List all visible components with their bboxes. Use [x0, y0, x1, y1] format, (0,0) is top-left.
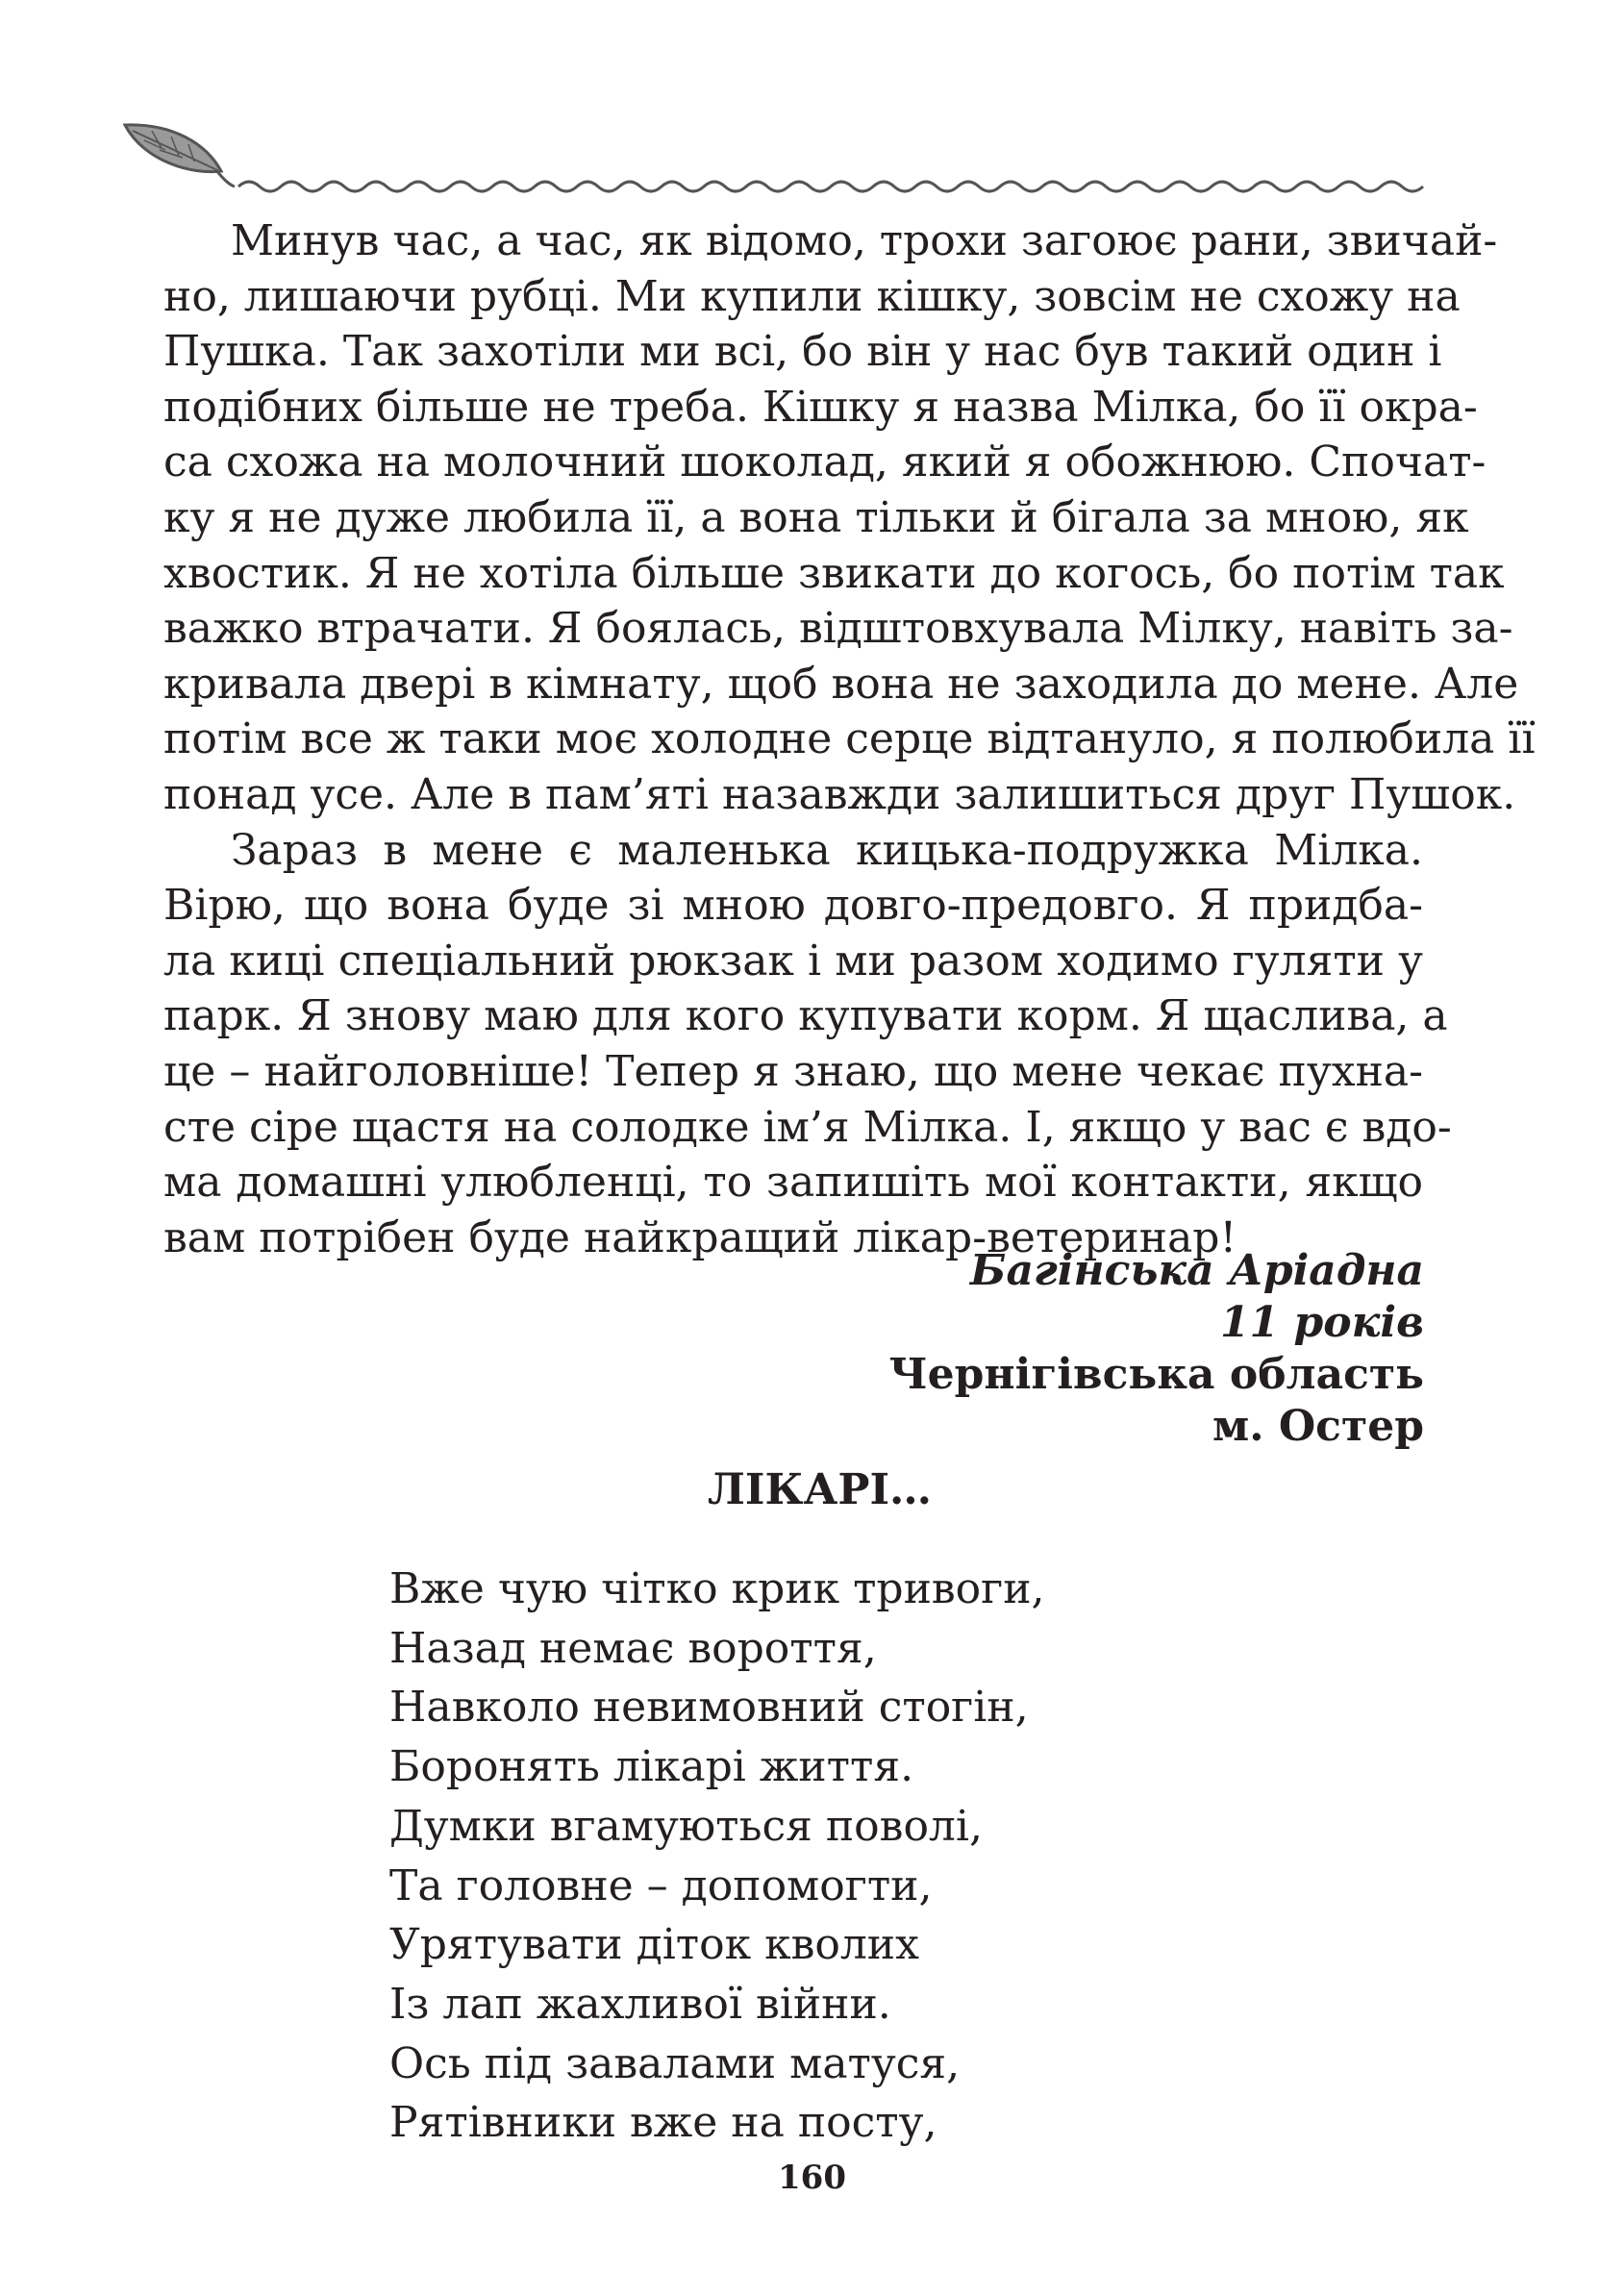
poem-line: Навколо невимовний стогін, [389, 1683, 1029, 1733]
author-region: Чернігівська область [888, 1350, 1424, 1399]
author-age: 11 років [1219, 1298, 1424, 1347]
story-line: хвостик. Я не хотіла більше звикати до когось, бо потім так [163, 548, 1505, 598]
story-line: парк. Я знову маю для кого купувати корм. Я щаслива, а [163, 991, 1448, 1041]
poem [389, 1560, 1045, 2153]
story-line: Зараз в мене є маленька кицька-подружка Мілка. [231, 825, 1423, 875]
story-line: кривала двері в кімнату, щоб вона не заходила до мене. Але [163, 659, 1519, 709]
story-line: сте сіре щастя на солодке ім’я Мілка. І, якщо у вас є вдо- [163, 1102, 1452, 1152]
story-line: ла киці спеціальний рюкзак і ми разом ходимо гуляти у [163, 936, 1423, 986]
poem-line: Вже чую чітко крик тривоги, [389, 1564, 1045, 1613]
story-line: ку я не дуже любила її, а вона тільки й бігала за мною, як [163, 492, 1469, 542]
story-line: вам потрібен буде найкращий лікар-ветеринар! [163, 1212, 1237, 1262]
wave-divider [238, 182, 1423, 191]
author-name: Багінська Аріадна [969, 1246, 1424, 1295]
story-line: це – найголовніше! Тепер я знаю, що мене чекає пухна- [163, 1046, 1423, 1096]
poem-line: Рятівники вже на посту, [389, 2098, 937, 2148]
poem-line: Боронять лікарі життя. [389, 1742, 914, 1792]
poem-line: Із лап жахливої війни. [389, 1979, 891, 2029]
author-signature [559, 1245, 1424, 1453]
story-text [163, 213, 1536, 1265]
author-city: м. Остер [1212, 1402, 1424, 1451]
story-line: но, лишаючи рубці. Ми купили кішку, зовсім не схожу на [163, 271, 1461, 321]
story-line: потім все ж таки моє холодне серце відтануло, я полюбила її [163, 714, 1536, 764]
page-number: 160 [778, 2159, 846, 2197]
story-line: Вірю, що вона буде зі мною довго-предовго. Я придба- [163, 881, 1423, 931]
story-line: са схожа на молочний шоколад, який я обожнюю. Спочат- [163, 437, 1487, 487]
story-line: понад усе. Але в пам’яті назавжди залишиться друг Пушок. [163, 769, 1516, 819]
poem-line: Назад немає вороття, [389, 1623, 877, 1673]
story-line: Минув час, а час, як відомо, трохи загоює рани, звичай- [231, 216, 1498, 265]
header-ornament [115, 115, 1433, 202]
leaf-icon [125, 125, 235, 187]
story-line: важко втрачати. Я боялась, відштовхувала Мілку, навіть за- [163, 604, 1513, 654]
story-line: Пушка. Так захотіли ми всі, бо він у нас був такий один і [163, 327, 1442, 377]
story-line: ма домашні улюбленці, то запишіть мої контакти, якщо [163, 1158, 1423, 1208]
story-line: подібних більше не треба. Кішку я назва Мілка, бо її окра- [163, 382, 1478, 432]
poem-title: ЛІКАРІ… [708, 1465, 933, 1514]
poem-line: Думки вгамуються поволі, [389, 1801, 983, 1851]
poem-line: Ось під завалами матуся, [389, 2038, 961, 2088]
poem-line: Та головне – допомогти, [389, 1860, 933, 1910]
poem-line: Урятувати діток кволих [389, 1920, 919, 1970]
